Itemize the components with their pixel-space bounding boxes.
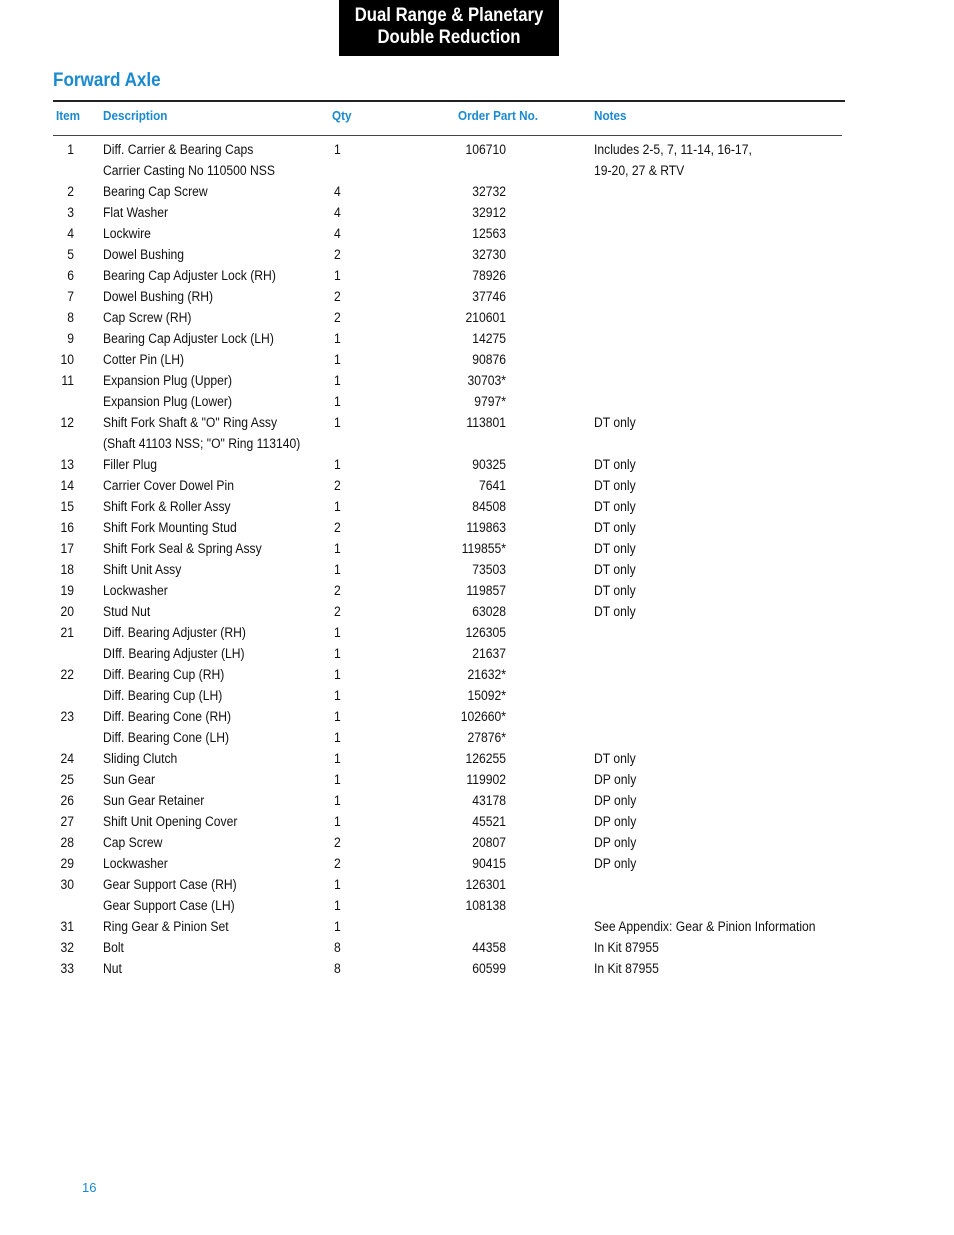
table-row bbox=[0, 853, 954, 874]
cell-item-number: 4 bbox=[67, 226, 74, 241]
cell-notes: See Appendix: Gear & Pinion Information bbox=[594, 919, 816, 934]
cell-quantity: 1 bbox=[334, 709, 341, 724]
cell-description: Lockwasher bbox=[103, 583, 168, 598]
cell-item-number: 3 bbox=[67, 205, 74, 220]
cell-part-number: 90415 bbox=[472, 856, 506, 871]
cell-part-number: 119857 bbox=[466, 583, 506, 598]
cell-part-number: 106710 bbox=[465, 142, 506, 157]
cell-item-number: 19 bbox=[60, 583, 74, 598]
cell-part-number: 9797* bbox=[474, 394, 506, 409]
cell-part-number: 126255 bbox=[465, 751, 506, 766]
cell-part-number: 15092* bbox=[467, 688, 506, 703]
table-row bbox=[0, 790, 954, 811]
cell-description: Sun Gear bbox=[103, 772, 156, 787]
cell-quantity: 1 bbox=[334, 415, 341, 430]
cell-item-number: 11 bbox=[61, 373, 74, 388]
cell-quantity: 1 bbox=[334, 352, 341, 367]
cell-part-number: 113801 bbox=[466, 415, 506, 430]
table-row bbox=[0, 832, 954, 853]
cell-description: Lockwire bbox=[103, 226, 151, 241]
cell-item-number: 5 bbox=[67, 247, 74, 262]
cell-description: Lockwasher bbox=[103, 856, 168, 871]
cell-item-number: 32 bbox=[60, 940, 74, 955]
cell-item-number: 13 bbox=[60, 457, 74, 472]
cell-quantity: 1 bbox=[334, 772, 341, 787]
table-row bbox=[0, 370, 954, 391]
cell-quantity: 1 bbox=[334, 751, 341, 766]
table-row bbox=[0, 811, 954, 832]
cell-description: Nut bbox=[103, 961, 122, 976]
cell-notes: In Kit 87955 bbox=[594, 940, 659, 955]
cell-part-number: 102660* bbox=[460, 709, 506, 724]
cell-item-number: 31 bbox=[60, 919, 74, 934]
cell-item-number: 10 bbox=[60, 352, 74, 367]
cell-part-number: 84508 bbox=[472, 499, 506, 514]
table-row bbox=[0, 328, 954, 349]
cell-item-number: 27 bbox=[60, 814, 74, 829]
table-row bbox=[0, 580, 954, 601]
cell-part-number: 90325 bbox=[472, 457, 506, 472]
cell-description: Shift Fork Seal & Spring Assy bbox=[103, 541, 262, 556]
cell-part-number: 32732 bbox=[472, 184, 506, 199]
cell-item-number: 6 bbox=[67, 268, 74, 283]
table-row bbox=[0, 622, 954, 643]
cell-part-number: 43178 bbox=[472, 793, 506, 808]
cell-description: Diff. Carrier & Bearing Caps bbox=[103, 142, 254, 157]
cell-quantity: 1 bbox=[334, 730, 341, 745]
cell-notes: DP only bbox=[594, 793, 637, 808]
cell-notes: DT only bbox=[594, 520, 636, 535]
cell-part-number: 63028 bbox=[472, 604, 506, 619]
cell-part-number: 60599 bbox=[472, 961, 506, 976]
column-header-part-number: Order Part No. bbox=[458, 108, 538, 123]
table-row bbox=[0, 748, 954, 769]
table-row bbox=[0, 160, 954, 181]
cell-quantity: 1 bbox=[334, 142, 341, 157]
cell-description: Sliding Clutch bbox=[103, 751, 178, 766]
cell-description: Bearing Cap Screw bbox=[103, 184, 208, 199]
cell-item-number: 29 bbox=[60, 856, 74, 871]
cell-quantity: 1 bbox=[334, 394, 341, 409]
cell-description: Cotter Pin (LH) bbox=[103, 352, 185, 367]
cell-part-number: 20807 bbox=[472, 835, 506, 850]
cell-item-number: 12 bbox=[60, 415, 74, 430]
cell-quantity: 1 bbox=[334, 646, 341, 661]
cell-item-number: 15 bbox=[60, 499, 74, 514]
cell-quantity: 1 bbox=[334, 877, 341, 892]
table-row bbox=[0, 307, 954, 328]
cell-description: Sun Gear Retainer bbox=[103, 793, 205, 808]
table-row bbox=[0, 349, 954, 370]
table-row bbox=[0, 475, 954, 496]
cell-description: DIff. Bearing Adjuster (LH) bbox=[103, 646, 245, 661]
cell-item-number: 18 bbox=[60, 562, 74, 577]
table-row bbox=[0, 244, 954, 265]
cell-description: Bearing Cap Adjuster Lock (RH) bbox=[103, 268, 276, 283]
table-row bbox=[0, 769, 954, 790]
cell-quantity: 1 bbox=[334, 898, 341, 913]
table-row bbox=[0, 286, 954, 307]
cell-notes: DT only bbox=[594, 604, 636, 619]
cell-item-number: 24 bbox=[60, 751, 74, 766]
cell-description: Flat Washer bbox=[103, 205, 169, 220]
cell-notes: DT only bbox=[594, 457, 636, 472]
cell-quantity: 2 bbox=[334, 856, 341, 871]
cell-quantity: 1 bbox=[334, 625, 341, 640]
cell-item-number: 26 bbox=[60, 793, 74, 808]
cell-notes: Includes 2-5, 7, 11-14, 16-17, bbox=[594, 142, 752, 157]
table-row bbox=[0, 895, 954, 916]
cell-notes: DT only bbox=[594, 478, 636, 493]
cell-quantity: 1 bbox=[334, 688, 341, 703]
cell-quantity: 1 bbox=[334, 373, 341, 388]
cell-quantity: 2 bbox=[334, 310, 341, 325]
cell-quantity: 1 bbox=[334, 667, 341, 682]
cell-quantity: 1 bbox=[334, 793, 341, 808]
cell-quantity: 2 bbox=[334, 604, 341, 619]
table-row bbox=[0, 202, 954, 223]
cell-description: Expansion Plug (Lower) bbox=[103, 394, 232, 409]
table-row bbox=[0, 559, 954, 580]
cell-notes: DP only bbox=[594, 856, 637, 871]
column-header-description: Description bbox=[103, 108, 168, 123]
cell-part-number: 7641 bbox=[478, 478, 506, 493]
cell-quantity: 1 bbox=[334, 541, 341, 556]
cell-description: (Shaft 41103 NSS; "O" Ring 113140) bbox=[103, 436, 301, 451]
cell-quantity: 1 bbox=[334, 457, 341, 472]
table-row bbox=[0, 706, 954, 727]
cell-description: Shift Unit Assy bbox=[103, 562, 182, 577]
cell-description: Bearing Cap Adjuster Lock (LH) bbox=[103, 331, 274, 346]
cell-part-number: 27876* bbox=[467, 730, 506, 745]
cell-item-number: 9 bbox=[67, 331, 74, 346]
table-row bbox=[0, 664, 954, 685]
cell-item-number: 2 bbox=[67, 184, 74, 199]
cell-description: Ring Gear & Pinion Set bbox=[103, 919, 229, 934]
cell-quantity: 1 bbox=[334, 562, 341, 577]
cell-notes: DT only bbox=[594, 415, 636, 430]
cell-description: Diff. Bearing Adjuster (RH) bbox=[103, 625, 246, 640]
cell-quantity: 2 bbox=[334, 835, 341, 850]
header-line-1: Dual Range & Planetary bbox=[354, 5, 544, 26]
cell-quantity: 1 bbox=[334, 499, 341, 514]
cell-part-number: 32912 bbox=[472, 205, 506, 220]
cell-notes: DT only bbox=[594, 499, 636, 514]
cell-notes: 19-20, 27 & RTV bbox=[594, 163, 685, 178]
cell-part-number: 30703* bbox=[467, 373, 506, 388]
column-header-qty: Qty bbox=[332, 108, 352, 123]
cell-part-number: 45521 bbox=[472, 814, 506, 829]
cell-quantity: 2 bbox=[334, 583, 341, 598]
table-row bbox=[0, 685, 954, 706]
cell-item-number: 23 bbox=[60, 709, 74, 724]
cell-quantity: 1 bbox=[334, 331, 341, 346]
table-row bbox=[0, 727, 954, 748]
table-row bbox=[0, 958, 954, 979]
table-row bbox=[0, 916, 954, 937]
column-header-item: Item bbox=[56, 108, 81, 123]
cell-quantity: 2 bbox=[334, 478, 341, 493]
cell-item-number: 22 bbox=[60, 667, 74, 682]
column-header-notes: Notes bbox=[594, 108, 627, 123]
table-row bbox=[0, 391, 954, 412]
cell-part-number: 90876 bbox=[472, 352, 506, 367]
cell-quantity: 8 bbox=[334, 961, 341, 976]
cell-item-number: 1 bbox=[67, 142, 74, 157]
cell-item-number: 33 bbox=[60, 961, 74, 976]
cell-item-number: 17 bbox=[60, 541, 74, 556]
cell-description: Diff. Bearing Cone (RH) bbox=[103, 709, 232, 724]
section-title: Forward Axle bbox=[53, 70, 161, 91]
cell-description: Stud Nut bbox=[103, 604, 151, 619]
cell-quantity: 4 bbox=[334, 226, 341, 241]
header-line-2: Double Reduction bbox=[377, 27, 521, 48]
cell-part-number: 32730 bbox=[472, 247, 506, 262]
cell-description: Carrier Cover Dowel Pin bbox=[103, 478, 234, 493]
cell-notes: DP only bbox=[594, 835, 637, 850]
table-row bbox=[0, 517, 954, 538]
table-row bbox=[0, 139, 954, 160]
table-row bbox=[0, 181, 954, 202]
cell-part-number: 126301 bbox=[465, 877, 506, 892]
cell-description: Diff. Bearing Cup (RH) bbox=[103, 667, 225, 682]
cell-description: Dowel Bushing (RH) bbox=[103, 289, 214, 304]
cell-quantity: 1 bbox=[334, 919, 341, 934]
top-rule bbox=[53, 100, 845, 102]
cell-part-number: 119855* bbox=[461, 541, 506, 556]
table-row bbox=[0, 496, 954, 517]
table-row bbox=[0, 454, 954, 475]
table-row bbox=[0, 433, 954, 454]
table-row bbox=[0, 643, 954, 664]
cell-description: Diff. Bearing Cone (LH) bbox=[103, 730, 230, 745]
cell-quantity: 2 bbox=[334, 520, 341, 535]
cell-item-number: 25 bbox=[60, 772, 74, 787]
cell-notes: DT only bbox=[594, 562, 636, 577]
cell-notes: DT only bbox=[594, 583, 636, 598]
cell-description: Cap Screw (RH) bbox=[103, 310, 192, 325]
cell-notes: In Kit 87955 bbox=[594, 961, 659, 976]
cell-description: Shift Unit Opening Cover bbox=[103, 814, 238, 829]
cell-description: Filler Plug bbox=[103, 457, 158, 472]
cell-notes: DT only bbox=[594, 541, 636, 556]
cell-description: Gear Support Case (RH) bbox=[103, 877, 237, 892]
cell-item-number: 30 bbox=[60, 877, 74, 892]
table-row bbox=[0, 412, 954, 433]
table-row bbox=[0, 538, 954, 559]
cell-description: Shift Fork Shaft & "O" Ring Assy bbox=[103, 415, 278, 430]
cell-item-number: 7 bbox=[67, 289, 74, 304]
cell-description: Shift Fork Mounting Stud bbox=[103, 520, 237, 535]
cell-description: Shift Fork & Roller Assy bbox=[103, 499, 231, 514]
cell-part-number: 119902 bbox=[466, 772, 506, 787]
cell-part-number: 21637 bbox=[472, 646, 506, 661]
cell-description: Diff. Bearing Cup (LH) bbox=[103, 688, 223, 703]
cell-quantity: 1 bbox=[334, 814, 341, 829]
cell-part-number: 12563 bbox=[472, 226, 506, 241]
header-rule bbox=[53, 135, 842, 136]
table-row bbox=[0, 223, 954, 244]
page-number: 16 bbox=[82, 1180, 97, 1195]
cell-description: Dowel Bushing bbox=[103, 247, 185, 262]
cell-quantity: 2 bbox=[334, 247, 341, 262]
cell-part-number: 73503 bbox=[472, 562, 506, 577]
cell-item-number: 20 bbox=[60, 604, 74, 619]
table-row bbox=[0, 265, 954, 286]
cell-part-number: 210601 bbox=[465, 310, 506, 325]
cell-quantity: 8 bbox=[334, 940, 341, 955]
cell-quantity: 2 bbox=[334, 289, 341, 304]
cell-part-number: 44358 bbox=[472, 940, 506, 955]
cell-item-number: 16 bbox=[60, 520, 74, 535]
cell-notes: DP only bbox=[594, 814, 637, 829]
cell-item-number: 8 bbox=[67, 310, 74, 325]
table-row bbox=[0, 601, 954, 622]
cell-notes: DP only bbox=[594, 772, 637, 787]
page-header-box bbox=[339, 0, 559, 56]
cell-item-number: 14 bbox=[60, 478, 74, 493]
cell-description: Cap Screw bbox=[103, 835, 163, 850]
cell-part-number: 108138 bbox=[465, 898, 506, 913]
cell-quantity: 1 bbox=[334, 268, 341, 283]
cell-part-number: 126305 bbox=[465, 625, 506, 640]
cell-description: Gear Support Case (LH) bbox=[103, 898, 235, 913]
cell-quantity: 4 bbox=[334, 184, 341, 199]
table-row bbox=[0, 874, 954, 895]
parts-table-body bbox=[0, 139, 954, 979]
cell-part-number: 14275 bbox=[472, 331, 506, 346]
cell-item-number: 21 bbox=[60, 625, 74, 640]
cell-description: Carrier Casting No 110500 NSS bbox=[103, 163, 275, 178]
cell-part-number: 78926 bbox=[472, 268, 506, 283]
cell-quantity: 4 bbox=[334, 205, 341, 220]
cell-description: Bolt bbox=[103, 940, 124, 955]
table-row bbox=[0, 937, 954, 958]
cell-item-number: 28 bbox=[60, 835, 74, 850]
cell-part-number: 119863 bbox=[466, 520, 506, 535]
cell-part-number: 21632* bbox=[467, 667, 506, 682]
cell-notes: DT only bbox=[594, 751, 636, 766]
cell-description: Expansion Plug (Upper) bbox=[103, 373, 232, 388]
cell-part-number: 37746 bbox=[472, 289, 506, 304]
